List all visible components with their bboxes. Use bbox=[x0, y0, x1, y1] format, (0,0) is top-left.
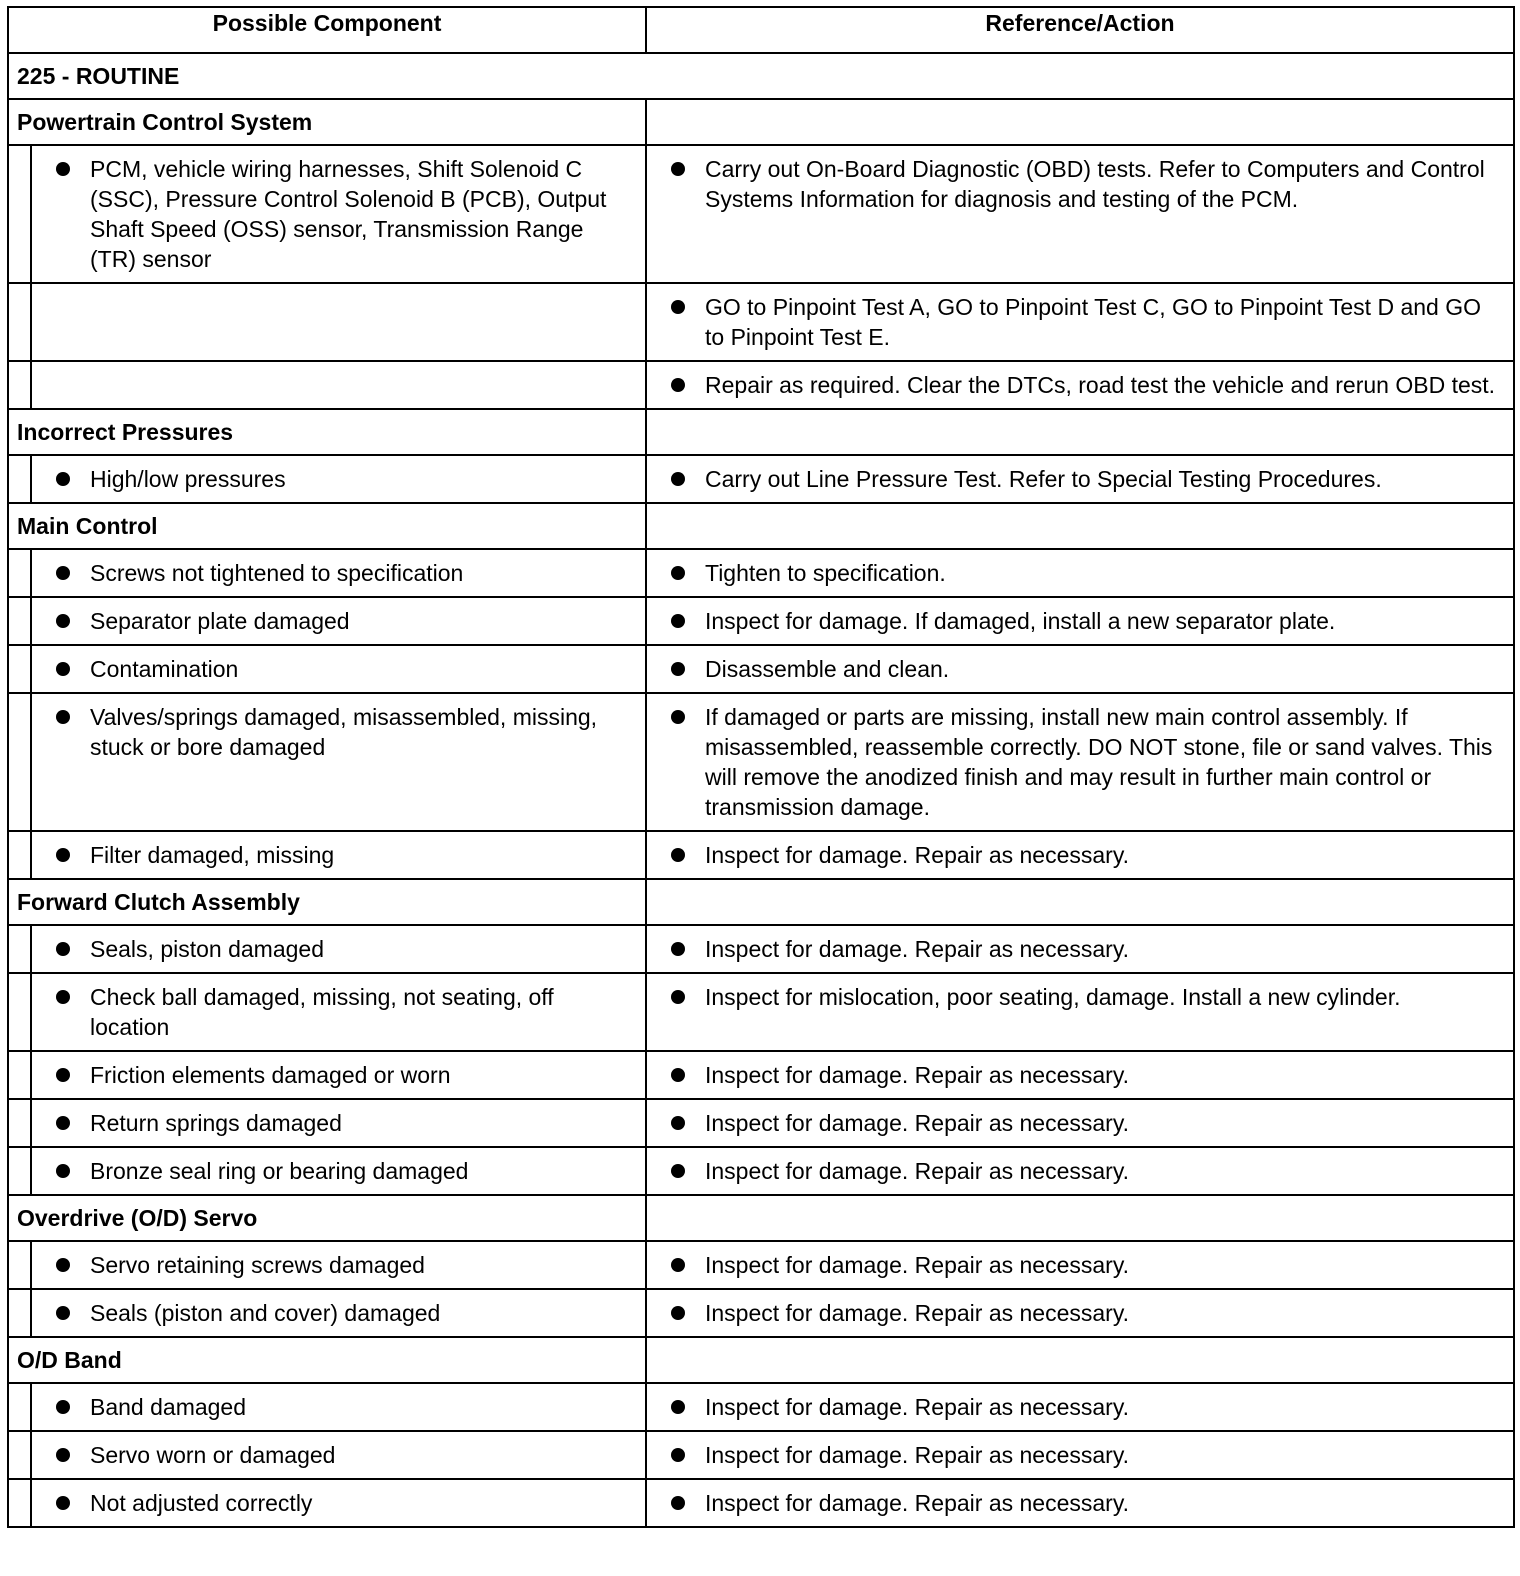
table-row bbox=[8, 361, 1514, 409]
indent-cell bbox=[8, 549, 31, 597]
indent-cell bbox=[8, 693, 31, 831]
component-cell bbox=[31, 1431, 646, 1479]
indent-cell bbox=[8, 361, 31, 409]
section-row bbox=[8, 1337, 1514, 1383]
component-text: High/low pressures bbox=[90, 466, 286, 492]
column-header-component: Possible Component bbox=[8, 7, 646, 53]
table-row bbox=[8, 1289, 1514, 1337]
bullet-icon bbox=[56, 614, 70, 628]
action-cell bbox=[646, 361, 1514, 409]
section-row bbox=[8, 409, 1514, 455]
indent-cell bbox=[8, 1383, 31, 1431]
action-item bbox=[647, 558, 1501, 588]
table-row bbox=[8, 645, 1514, 693]
component-cell bbox=[31, 925, 646, 973]
bullet-icon bbox=[671, 1306, 685, 1320]
action-cell bbox=[646, 549, 1514, 597]
action-item bbox=[647, 1298, 1501, 1328]
component-cell bbox=[31, 645, 646, 693]
component-text: Servo worn or damaged bbox=[90, 1442, 336, 1468]
action-cell bbox=[646, 831, 1514, 879]
action-text: Inspect for damage. Repair as necessary. bbox=[705, 1062, 1130, 1088]
bullet-icon bbox=[56, 472, 70, 486]
action-cell bbox=[646, 455, 1514, 503]
bullet-icon bbox=[56, 1116, 70, 1130]
bullet-icon bbox=[56, 1306, 70, 1320]
bullet-icon bbox=[56, 1448, 70, 1462]
section-row bbox=[8, 99, 1514, 145]
component-item bbox=[32, 982, 633, 1042]
bullet-icon bbox=[671, 162, 685, 176]
action-item bbox=[647, 934, 1501, 964]
table-row bbox=[8, 1431, 1514, 1479]
action-item bbox=[647, 1250, 1501, 1280]
action-item bbox=[647, 1108, 1501, 1138]
action-text: Inspect for damage. If damaged, install a new separator plate. bbox=[705, 608, 1336, 634]
component-cell bbox=[31, 1289, 646, 1337]
action-item bbox=[647, 702, 1501, 822]
bullet-icon bbox=[56, 1068, 70, 1082]
routine-title: 225 - ROUTINE bbox=[8, 53, 1514, 99]
bullet-icon bbox=[671, 300, 685, 314]
action-cell bbox=[646, 1479, 1514, 1527]
action-cell bbox=[646, 1147, 1514, 1195]
bullet-icon bbox=[671, 1116, 685, 1130]
section-action-empty bbox=[646, 1337, 1514, 1383]
section-title: Powertrain Control System bbox=[8, 99, 646, 145]
action-text: Inspect for damage. Repair as necessary. bbox=[705, 936, 1130, 962]
diagnosis-table bbox=[7, 6, 1515, 1528]
component-text: Filter damaged, missing bbox=[90, 842, 335, 868]
bullet-icon bbox=[671, 378, 685, 392]
component-cell bbox=[31, 549, 646, 597]
action-cell bbox=[646, 1431, 1514, 1479]
component-text: Screws not tightened to specification bbox=[90, 560, 464, 586]
action-text: Inspect for mislocation, poor seating, damage. Install a new cylinder. bbox=[705, 984, 1401, 1010]
component-cell bbox=[31, 1383, 646, 1431]
action-cell bbox=[646, 693, 1514, 831]
component-item bbox=[32, 1250, 633, 1280]
bullet-icon bbox=[56, 848, 70, 862]
table-row bbox=[8, 831, 1514, 879]
action-text: Disassemble and clean. bbox=[705, 656, 950, 682]
bullet-icon bbox=[671, 566, 685, 580]
bullet-icon bbox=[671, 1400, 685, 1414]
component-item bbox=[32, 1060, 633, 1090]
section-action-empty bbox=[646, 99, 1514, 145]
component-cell bbox=[31, 361, 646, 409]
bullet-icon bbox=[671, 1258, 685, 1272]
bullet-icon bbox=[671, 472, 685, 486]
indent-cell bbox=[8, 1147, 31, 1195]
action-text: If damaged or parts are missing, install new main control assembly. If misassembled, reassemble correctly. DO NOT stone, file or sand valves. This will remove the anodized finish and may result in further main control or transmission damage. bbox=[705, 704, 1493, 820]
action-item bbox=[647, 840, 1501, 870]
action-cell bbox=[646, 597, 1514, 645]
component-text: Separator plate damaged bbox=[90, 608, 350, 634]
action-text: Carry out On-Board Diagnostic (OBD) tests. Refer to Computers and Control Systems Information for diagnosis and testing of the PCM. bbox=[705, 156, 1485, 212]
action-cell bbox=[646, 1051, 1514, 1099]
section-action-empty bbox=[646, 503, 1514, 549]
component-text: Valves/springs damaged, misassembled, missing, stuck or bore damaged bbox=[90, 704, 598, 760]
indent-cell bbox=[8, 145, 31, 283]
routine-row bbox=[8, 53, 1514, 99]
table-row bbox=[8, 925, 1514, 973]
bullet-icon bbox=[671, 848, 685, 862]
action-cell bbox=[646, 1383, 1514, 1431]
table-row bbox=[8, 1099, 1514, 1147]
indent-cell bbox=[8, 925, 31, 973]
indent-cell bbox=[8, 973, 31, 1051]
bullet-icon bbox=[671, 942, 685, 956]
bullet-icon bbox=[56, 1164, 70, 1178]
section-action-empty bbox=[646, 1195, 1514, 1241]
table-row bbox=[8, 283, 1514, 361]
component-item bbox=[32, 464, 633, 494]
section-row bbox=[8, 879, 1514, 925]
bullet-icon bbox=[671, 1068, 685, 1082]
action-item bbox=[647, 1392, 1501, 1422]
indent-cell bbox=[8, 831, 31, 879]
table-row bbox=[8, 1383, 1514, 1431]
component-text: Friction elements damaged or worn bbox=[90, 1062, 451, 1088]
bullet-icon bbox=[671, 614, 685, 628]
component-item bbox=[32, 1108, 633, 1138]
table-row bbox=[8, 1051, 1514, 1099]
action-text: Tighten to specification. bbox=[705, 560, 946, 586]
component-text: Band damaged bbox=[90, 1394, 247, 1420]
bullet-icon bbox=[56, 162, 70, 176]
component-text: Bronze seal ring or bearing damaged bbox=[90, 1158, 469, 1184]
component-text: Check ball damaged, missing, not seating, off location bbox=[90, 984, 554, 1040]
indent-cell bbox=[8, 1099, 31, 1147]
bullet-icon bbox=[56, 662, 70, 676]
indent-cell bbox=[8, 597, 31, 645]
action-text: Inspect for damage. Repair as necessary. bbox=[705, 1252, 1130, 1278]
component-text: Return springs damaged bbox=[90, 1110, 342, 1136]
component-item bbox=[32, 1488, 633, 1518]
action-cell bbox=[646, 645, 1514, 693]
action-cell bbox=[646, 973, 1514, 1051]
bullet-icon bbox=[56, 1258, 70, 1272]
indent-cell bbox=[8, 1241, 31, 1289]
action-text: Carry out Line Pressure Test. Refer to Special Testing Procedures. bbox=[705, 466, 1382, 492]
component-item bbox=[32, 654, 633, 684]
bullet-icon bbox=[671, 990, 685, 1004]
bullet-icon bbox=[671, 1496, 685, 1510]
bullet-icon bbox=[671, 1448, 685, 1462]
component-cell bbox=[31, 831, 646, 879]
action-text: Inspect for damage. Repair as necessary. bbox=[705, 1442, 1130, 1468]
action-item bbox=[647, 982, 1501, 1012]
action-cell bbox=[646, 1289, 1514, 1337]
table-row bbox=[8, 1479, 1514, 1527]
indent-cell bbox=[8, 1289, 31, 1337]
action-item bbox=[647, 1488, 1501, 1518]
bullet-icon bbox=[56, 990, 70, 1004]
component-text: Seals (piston and cover) damaged bbox=[90, 1300, 441, 1326]
action-cell bbox=[646, 1241, 1514, 1289]
component-item bbox=[32, 606, 633, 636]
component-cell bbox=[31, 597, 646, 645]
action-text: Inspect for damage. Repair as necessary. bbox=[705, 1110, 1130, 1136]
component-cell bbox=[31, 1147, 646, 1195]
column-header-action: Reference/Action bbox=[646, 7, 1514, 53]
component-cell bbox=[31, 1099, 646, 1147]
action-text: Repair as required. Clear the DTCs, road test the vehicle and rerun OBD test. bbox=[705, 372, 1496, 398]
section-title: Forward Clutch Assembly bbox=[8, 879, 646, 925]
component-text: Contamination bbox=[90, 656, 239, 682]
component-item bbox=[32, 1440, 633, 1470]
action-item bbox=[647, 1440, 1501, 1470]
action-text: Inspect for damage. Repair as necessary. bbox=[705, 1490, 1130, 1516]
component-text: Servo retaining screws damaged bbox=[90, 1252, 425, 1278]
section-title: O/D Band bbox=[8, 1337, 646, 1383]
indent-cell bbox=[8, 1431, 31, 1479]
table-row bbox=[8, 973, 1514, 1051]
action-text: Inspect for damage. Repair as necessary. bbox=[705, 1300, 1130, 1326]
section-title: Main Control bbox=[8, 503, 646, 549]
component-text: Seals, piston damaged bbox=[90, 936, 324, 962]
section-action-empty bbox=[646, 409, 1514, 455]
action-cell bbox=[646, 145, 1514, 283]
bullet-icon bbox=[671, 710, 685, 724]
component-item bbox=[32, 558, 633, 588]
component-text: PCM, vehicle wiring harnesses, Shift Solenoid C (SSC), Pressure Control Solenoid B (PCB), Output Shaft Speed (OSS) sensor, Transmission Range (TR) sensor bbox=[90, 156, 607, 272]
component-item bbox=[32, 840, 633, 870]
component-cell bbox=[31, 973, 646, 1051]
action-text: Inspect for damage. Repair as necessary. bbox=[705, 842, 1130, 868]
bullet-icon bbox=[671, 1164, 685, 1178]
action-item bbox=[647, 1060, 1501, 1090]
component-cell bbox=[31, 455, 646, 503]
indent-cell bbox=[8, 645, 31, 693]
action-text: Inspect for damage. Repair as necessary. bbox=[705, 1158, 1130, 1184]
component-item bbox=[32, 702, 633, 762]
section-title: Incorrect Pressures bbox=[8, 409, 646, 455]
table-row bbox=[8, 549, 1514, 597]
indent-cell bbox=[8, 455, 31, 503]
bullet-icon bbox=[56, 1400, 70, 1414]
action-item bbox=[647, 292, 1501, 352]
action-item bbox=[647, 606, 1501, 636]
table-header-row bbox=[8, 7, 1514, 53]
action-text: Inspect for damage. Repair as necessary. bbox=[705, 1394, 1130, 1420]
table-row bbox=[8, 1147, 1514, 1195]
component-text: Not adjusted correctly bbox=[90, 1490, 313, 1516]
action-cell bbox=[646, 925, 1514, 973]
bullet-icon bbox=[56, 942, 70, 956]
indent-cell bbox=[8, 283, 31, 361]
section-row bbox=[8, 503, 1514, 549]
action-item bbox=[647, 154, 1501, 214]
indent-cell bbox=[8, 1479, 31, 1527]
action-item bbox=[647, 1156, 1501, 1186]
action-text: GO to Pinpoint Test A, GO to Pinpoint Test C, GO to Pinpoint Test D and GO to Pinpoint Test E. bbox=[705, 294, 1482, 350]
action-cell bbox=[646, 283, 1514, 361]
component-cell bbox=[31, 145, 646, 283]
section-row bbox=[8, 1195, 1514, 1241]
action-item bbox=[647, 370, 1501, 400]
component-item bbox=[32, 1156, 633, 1186]
component-item bbox=[32, 1298, 633, 1328]
action-item bbox=[647, 654, 1501, 684]
component-cell bbox=[31, 693, 646, 831]
table-row bbox=[8, 597, 1514, 645]
indent-cell bbox=[8, 1051, 31, 1099]
component-item bbox=[32, 1392, 633, 1422]
bullet-icon bbox=[56, 710, 70, 724]
component-cell bbox=[31, 1051, 646, 1099]
bullet-icon bbox=[56, 1496, 70, 1510]
table-row bbox=[8, 1241, 1514, 1289]
component-item bbox=[32, 934, 633, 964]
table-row bbox=[8, 145, 1514, 283]
bullet-icon bbox=[56, 566, 70, 580]
section-action-empty bbox=[646, 879, 1514, 925]
action-item bbox=[647, 464, 1501, 494]
component-cell bbox=[31, 1241, 646, 1289]
component-cell bbox=[31, 1479, 646, 1527]
component-item bbox=[32, 154, 633, 274]
action-cell bbox=[646, 1099, 1514, 1147]
table-row bbox=[8, 455, 1514, 503]
section-title: Overdrive (O/D) Servo bbox=[8, 1195, 646, 1241]
component-cell bbox=[31, 283, 646, 361]
table-row bbox=[8, 693, 1514, 831]
bullet-icon bbox=[671, 662, 685, 676]
